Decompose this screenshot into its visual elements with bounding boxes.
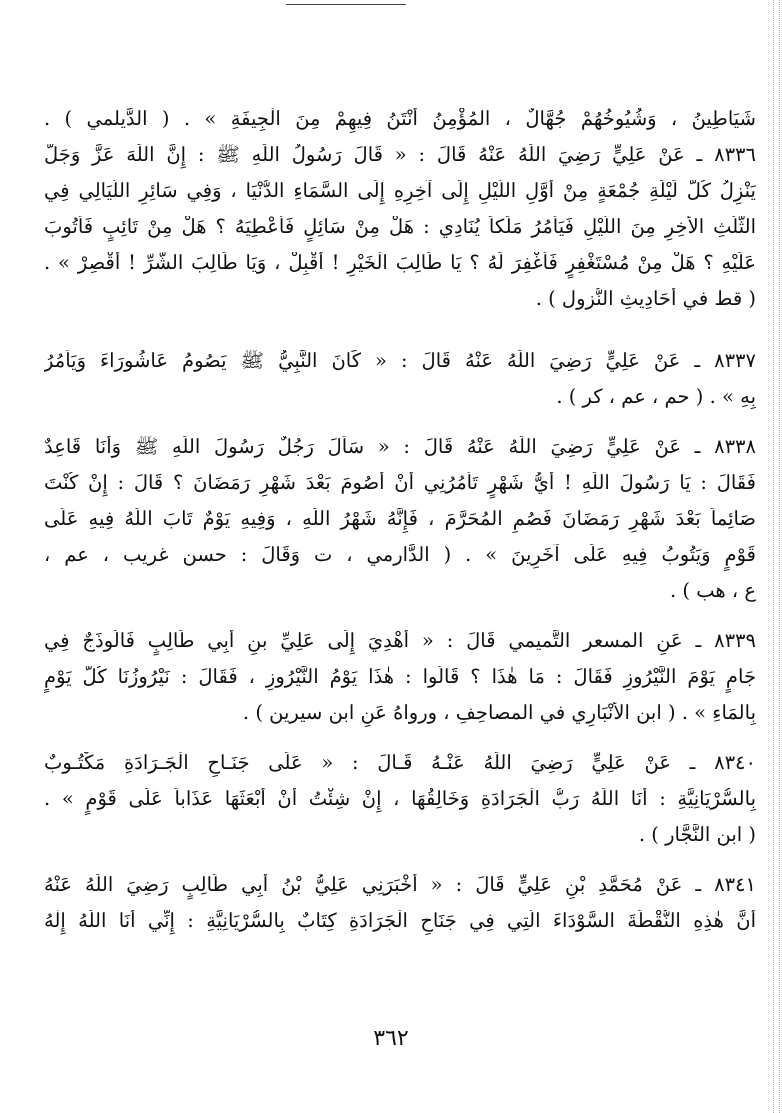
page-edge	[773, 0, 780, 1113]
source-citation: ع ، هب ) .	[670, 580, 756, 602]
source-citation: ( ابن النَّجَّار ) .	[638, 824, 756, 846]
text-line: الثُّلُثِ الأَخِرِ مِنَ اللَّيْلِ فَيَأْمُرُ مَلَكاً يُنَادِي : هَلْ مِنْ سَائِلٍ فَأُعْطِيَهُ ؟ هَلْ مِنْ تَائِبٍ فَأَتُوبَ	[44, 216, 756, 238]
source-citation: بِهِ » . ( حم ، عم ، كر ) .	[556, 386, 756, 408]
text-line: بِالسُّرْيَانِيَّةِ : أَنَا اللّٰهُ رَبُّ الْجَرَادَةِ وَخَالِقُهَا ، إِنْ شِئْتُ أَنْ أَبْعَثَهَا عَذَاباً عَلَى قَوْمٍ » .	[44, 788, 756, 810]
text-line: جَامٍ يَوْمَ النَّيْرُوزِ فَقَالَ : مَا هٰذَا ؟ قَالُوا : هٰذَا يَوْمُ النَّيْرُوزِ ، فَقَالَ : نَيْرُوزُنَا كُلَّ يَوْمٍ	[44, 666, 756, 688]
text-line: يَنْزِلُ كُلَّ لَيْلَةِ جُمْعَةٍ مِنْ أَوَّلِ اللَّيْلِ إِلَى آخِرِهِ إِلَى السَّمَاءِ الدُّنْيَا ، وَفِي سَائِرِ اللَّيَالِي فِي	[44, 180, 756, 202]
page-body	[44, 108, 756, 946]
text-line: عَلَيْهِ ؟ هَلْ مِنْ مُسْتَغْفِرٍ فَأَغْفِرَ لَهُ ؟ يَا طَالِبَ الْخَيْرِ ! أَقْبِلْ ، وَيَا طَالِبَ الشَّرِّ ! أَقْصِرْ » .	[44, 252, 756, 274]
hadith-8336-line: ٨٣٣٦ ـ عَنْ عَلِيٍّ رَضِيَ اللّٰهُ عَنْهُ قَالَ : « قَالَ رَسُولُ اللّٰهِ ﷺ : إِنَّ اللّٰهَ عَزَّ وَجَلَّ	[44, 144, 756, 166]
source-citation: ( قط في أَحَادِيثِ النُّزول ) .	[535, 288, 756, 310]
hadith-8338-line: ٨٣٣٨ ـ عَنْ عَلِيٍّ رَضِيَ اللّٰهُ عَنْهُ قَالَ : « سَأَلَ رَجُلٌ رَسُولَ اللّٰهِ ﷺ وَأَنَا قَاعِدٌ	[44, 436, 756, 458]
text-line: قَوْمٍ وَيَتُوبُ فِيهِ عَلَى آخَرِينَ » . ( الدَّارمي ، ت وَقَالَ : حسن غريب ، عم ،	[44, 544, 756, 566]
source-citation: بِالمَاءِ » . ( ابن الأَنْبَارِي في المصاحِفِ ، ورواهُ عَنِ ابن سيرين ) .	[242, 702, 756, 724]
text-line: أَنَّ هٰذِهِ النُّقْطَةَ السَّوْدَاءَ الَّتِي فِي جَنَاحِ الْجَرَادَةِ كِتَابٌ بِالسُّرْيَانِيَّةِ : إِنِّي أَنَا اللّٰهُ إِلٰهُ	[44, 910, 756, 932]
text-line: فَقَالَ : يَا رَسُولَ اللّٰهِ ! أَيُّ شَهْرٍ تَأْمُرُنِي أَنْ أَصُومَ بَعْدَ شَهْرِ رَمَضَانَ ؟ قَالَ : إِنْ كُنْتَ	[44, 472, 756, 494]
text-line: صَائِماً بَعْدَ شَهْرِ رَمَضَانَ فَصُمِ المُحَرَّمَ ، فَإِنَّهُ شَهْرُ اللّٰهِ ، وَفِيهِ يَوْمٌ تَابَ اللّٰهُ فِيهِ عَلَى	[44, 508, 756, 530]
hadith-8339-line: ٨٣٣٩ ـ عَنِ المسعر التَّميمي قَالَ : « أُهْدِيَ إِلَى عَلِيِّ بنِ أَبِي طَالِبٍ فَالُوذَجٌ فِي	[44, 630, 756, 652]
hadith-8340-line: ٨٣٤٠ ـ عَنْ عَلِيٍّ رَضِيَ اللّٰهُ عَنْـهُ قَـالَ : « عَلَى جَنَـاحِ الْجَـرَادَةِ مَكْتُـوبٌ	[44, 752, 756, 774]
page-number: ٣٦٢	[373, 1026, 409, 1051]
top-rule	[286, 4, 406, 5]
hadith-8341-line: ٨٣٤١ ـ عَنْ مُحَمَّدِ بْنِ عَلِيٍّ قَالَ : « أَخْبَرَنِي عَلِيُّ بْنُ أَبِي طَالِبٍ رَضِيَ اللّٰهُ عَنْهُ	[44, 874, 756, 896]
text-line: شَيَاطِينُ ، وَشُيُوخُهُمْ جُهَّالٌ ، المُؤْمِنُ أَنْتَنُ فِيهِمْ مِنَ الْجِيفَةِ » . ( الدَّيلمي ) .	[44, 108, 756, 130]
hadith-8337-line: ٨٣٣٧ ـ عَنْ عَلِيٍّ رَضِيَ اللّٰهُ عَنْهُ قَالَ : « كَانَ النَّبِيُّ ﷺ يَصُومُ عَاشُورَاءَ وَيَأْمُرُ	[44, 350, 756, 372]
